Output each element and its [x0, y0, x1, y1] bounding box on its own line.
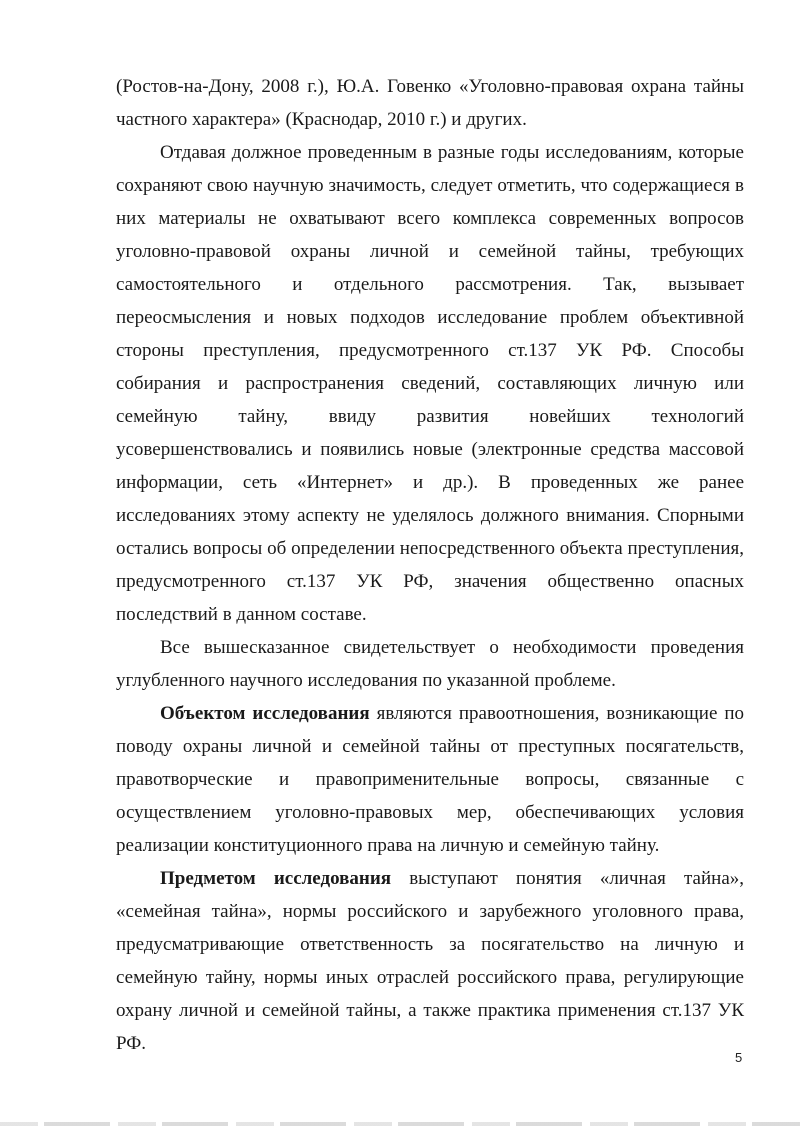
- paragraph-3: [116, 631, 744, 697]
- paragraph-2-text: Отдавая должное проведенным в разные годы исследованиям, которые сохраняют свою научную значимость, следует отметить, что содержащиеся в них материалы не охватывают всего комплекса современных вопросов уголовно-правовой охраны личной и семейной тайны, требующих самостоятельного и отдельного рассмотрения. Так, вызывает переосмысления и новых подходов исследование проблем объективной стороны преступления, предусмотренного ст.137 УК РФ. Способы собирания и распространения сведений, составляющих личную или семейную тайну, ввиду развития новейших технологий усовершенствовались и появились новые (электронные средства массовой информации, сеть «Интернет» и др.). В проведенных же ранее исследованиях этому аспекту не уделялось должного внимания. Спорными остались вопросы об определении непосредственного объекта преступления, предусмотренного ст.137 УК РФ, значения общественно опасных последствий в данном составе.: [116, 142, 744, 625]
- body-text: [116, 70, 744, 1060]
- paragraph-2: [116, 136, 744, 631]
- subject-lead-term: Предметом исследования: [160, 868, 392, 889]
- paragraph-1-text: (Ростов-на-Дону, 2008 г.), Ю.А. Говенко «Уголовно-правовая охрана тайны частного характера» (Краснодар, 2010 г.) и других.: [116, 76, 744, 130]
- paragraph-object-text: являются правоотношения, возникающие по поводу охраны личной и семейной тайны от преступных посягательств, правотворческие и правоприменительные вопросы, связанные с осуществлением уголовно-правовых мер, обеспечивающих условия реализации конституционного права на личную и семейную тайну.: [116, 703, 744, 856]
- object-lead-term: Объектом исследования: [160, 703, 370, 724]
- paragraph-subject: [116, 862, 744, 1060]
- paragraph-1: [116, 70, 744, 136]
- paragraph-object: [116, 697, 744, 862]
- page-number: 5: [735, 1050, 743, 1065]
- scan-edge-artifact: [0, 1122, 800, 1126]
- paragraph-subject-text: выступают понятия «личная тайна», «семейная тайна», нормы российского и зарубежного уголовного права, предусматривающие ответственность за посягательство на личную и семейную тайну, нормы иных отраслей российского права, регулирующие охрану личной и семейной тайны, а также практика применения ст.137 УК РФ.: [116, 868, 744, 1054]
- paragraph-3-text: Все вышесказанное свидетельствует о необходимости проведения углубленного научного исследования по указанной проблеме.: [116, 637, 744, 691]
